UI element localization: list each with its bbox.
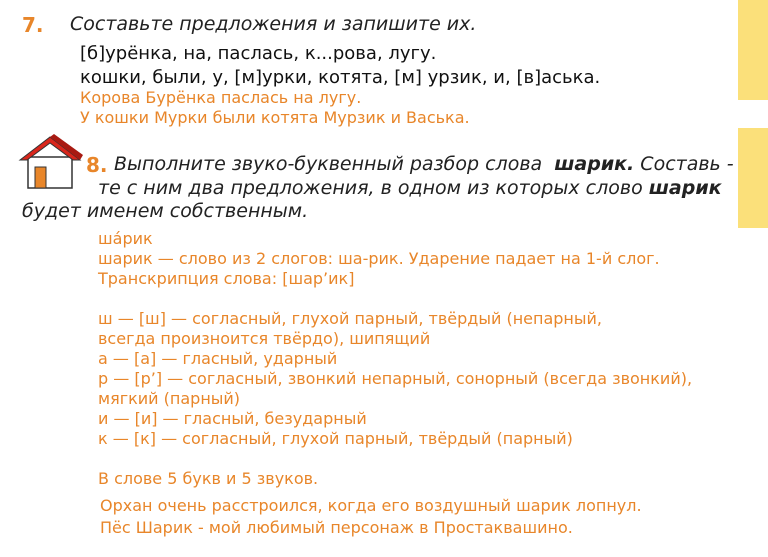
analysis-line: всегда произноится твёрдо), шипящий (98, 329, 431, 348)
analysis-line: В слове 5 букв и 5 звуков. (98, 469, 319, 488)
analysis-line: а — [а] — гласный, ударный (98, 349, 338, 368)
task8-line1-prefix: Выполните звуко-буквенный разбор слова (114, 153, 543, 175)
task7-words-line2: кошки, были, у, [м]урки, котята, [м] урзик, и, [в]аська. (80, 67, 601, 88)
task7-number: 7. (22, 13, 44, 37)
task7-instruction: Составьте предложения и запишите их. (70, 13, 477, 35)
task8-line2-word: шарик (648, 177, 722, 199)
task8-line1-word: шарик. (554, 153, 635, 175)
task7-answer-line2: У кошки Мурки были котята Мурзик и Васька. (80, 108, 470, 127)
analysis-line: к — [к] — согласный, глухой парный, твёрдый (парный) (98, 429, 573, 448)
sentence-1: Орхан очень расстроился, когда его воздушный шарик лопнул. (100, 496, 642, 515)
analysis-line: шарик — слово из 2 слогов: ша-рик. Ударение падает на 1-й слог. (98, 249, 660, 268)
task8-number: 8. (86, 153, 108, 177)
analysis-line: мягкий (парный) (98, 389, 241, 408)
yellow-stripe-middle (738, 128, 768, 228)
task8-line2-prefix: те с ним два предложения, в одном из которых слово (98, 177, 643, 199)
sentence-2: Пёс Шарик - мой любимый персонаж в Простаквашино. (100, 518, 573, 537)
analysis-line: р — [р’] — согласный, звонкий непарный, сонорный (всегда звонкий), (98, 369, 693, 388)
yellow-stripe-top (738, 0, 768, 100)
analysis-line: Транскрипция слова: [шар’ик] (98, 269, 355, 288)
analysis-line: и — [и] — гласный, безударный (98, 409, 367, 428)
analysis-line: ш — [ш] — согласный, глухой парный, твёрдый (непарный, (98, 309, 602, 328)
analysis-line (98, 289, 692, 309)
house-icon (17, 133, 83, 191)
analysis-line (98, 449, 692, 469)
task8-instruction-line1 (114, 153, 734, 175)
task7-answer-line1: Корова Бурёнка паслась на лугу. (80, 88, 362, 107)
task8-instruction-line2 (98, 177, 722, 199)
task8-instruction-line3: будет именем собственным. (22, 200, 309, 222)
task8-line1-suffix: Составь - (640, 153, 734, 175)
analysis-line: ша́рик (98, 229, 153, 248)
task7-words-line1: [б]урёнка, на, паслась, к...рова, лугу. (80, 43, 437, 64)
word-analysis (98, 229, 692, 489)
